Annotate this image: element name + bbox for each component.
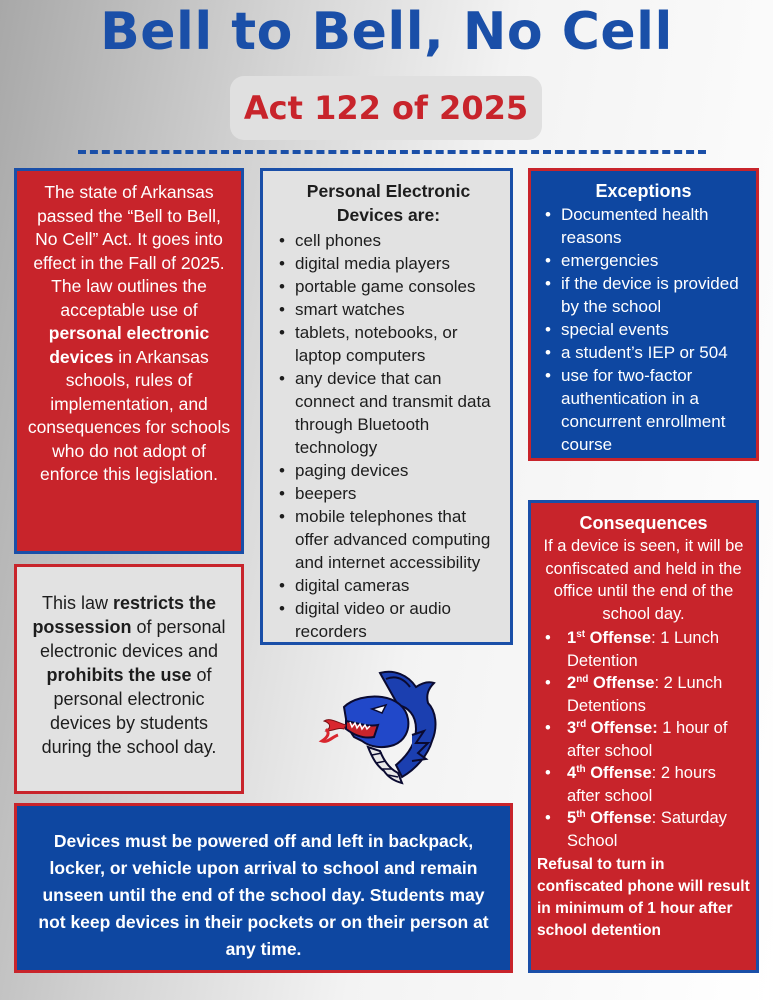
list-item: • emergencies xyxy=(541,249,746,272)
dragon-mascot-icon xyxy=(316,665,444,793)
list-item: • smart watches xyxy=(275,298,502,321)
list-item: • mobile telephones that offer advanced computing and internet accessibility xyxy=(275,505,502,574)
list-item: • tablets, notebooks, or laptop computers xyxy=(275,321,502,367)
powered-off-text: Devices must be powered off and left in backpack, locker, or vehicle upon arrival to school and remain unseen until the end of the school day. Students may not keep devices in their pockets or on their person at any time. xyxy=(38,831,489,959)
list-item: • cell phones xyxy=(275,229,502,252)
offense-number: 1 xyxy=(567,629,577,647)
offense-item xyxy=(541,627,750,672)
exceptions-heading: Exceptions xyxy=(595,181,692,201)
offense-label: Offense xyxy=(585,764,652,782)
offense-ordinal: th xyxy=(576,809,586,820)
offense-text: 1 hour of after school xyxy=(567,719,728,760)
offense-text: : Saturday School xyxy=(567,809,727,850)
offense-ordinal: rd xyxy=(576,719,587,730)
list-item: • digital video or audio recorders xyxy=(275,597,502,643)
list-item: • if the device is provided by the school xyxy=(541,272,746,318)
list-item: • paging devices xyxy=(275,459,502,482)
offense-item xyxy=(541,672,750,717)
list-item: • use for two-factor authentication in a concurrent enrollment course xyxy=(541,364,746,456)
restrict-bold-1: restricts the possession xyxy=(32,593,217,637)
offense-ordinal: st xyxy=(576,629,586,640)
list-item: • special events xyxy=(541,318,746,341)
list-item: • any device that can connect and transmit data through Bluetooth technology xyxy=(275,367,502,459)
consequences-heading: Consequences xyxy=(579,513,708,533)
offense-number: 5 xyxy=(567,809,577,827)
offense-text: : 2 hours after school xyxy=(567,764,716,805)
powered-off-box xyxy=(14,803,513,973)
page-title: Bell to Bell, No Cell xyxy=(100,2,673,62)
offense-item xyxy=(541,762,750,807)
devices-list xyxy=(275,229,502,643)
offense-number: 2 xyxy=(567,674,577,692)
list-item: • portable game consoles xyxy=(275,275,502,298)
list-item: • digital cameras xyxy=(275,574,502,597)
offense-label: Offense xyxy=(585,809,652,827)
list-item: • digital media players xyxy=(275,252,502,275)
intro-text-bold: personal electronic devices xyxy=(48,323,210,367)
dashed-divider xyxy=(78,150,706,154)
offense-label: Offense xyxy=(588,674,655,692)
intro-text-2: in Arkansas schools, rules of implementation, and consequences for schools who do not adopt of enforce this legislation. xyxy=(27,346,231,484)
offense-number: 3 xyxy=(567,719,577,737)
restrict-text-2: of personal electronic devices and xyxy=(39,617,226,661)
restrict-box xyxy=(14,564,244,794)
intro-text-1: The state of Arkansas passed the “Bell to Bell, No Cell” Act. It goes into effect in the Fall of 2025. The law outlines the acceptable use of xyxy=(33,182,225,320)
offense-label: Offense: xyxy=(586,719,658,737)
devices-box xyxy=(260,168,513,645)
list-item: • a student’s IEP or 504 xyxy=(541,341,746,364)
offense-ordinal: th xyxy=(576,764,586,775)
intro-box xyxy=(14,168,244,554)
act-subtitle: Act 122 of 2025 xyxy=(230,76,542,140)
offense-ordinal: nd xyxy=(576,674,589,685)
restrict-text-1: This law xyxy=(41,593,113,613)
list-item: • beepers xyxy=(275,482,502,505)
offense-list xyxy=(537,627,750,852)
restrict-bold-2: prohibits the use xyxy=(46,665,192,685)
offense-item xyxy=(541,807,750,852)
consequences-lead: If a device is seen, it will be confiscated and held in the office until the end of the school day. xyxy=(543,537,744,623)
consequences-box xyxy=(528,500,759,973)
offense-text: : 2 Lunch Detentions xyxy=(567,674,723,715)
offense-number: 4 xyxy=(567,764,577,782)
exceptions-list xyxy=(541,203,746,456)
offense-label: Offense xyxy=(585,629,652,647)
restrict-text-3: of personal electronic devices by students during the school day. xyxy=(41,665,217,757)
offense-item xyxy=(541,717,750,762)
devices-heading: Personal Electronic Devices are: xyxy=(306,181,471,225)
offense-text: : 1 Lunch Detention xyxy=(567,629,720,670)
list-item: • Documented health reasons xyxy=(541,203,746,249)
exceptions-box xyxy=(528,168,759,461)
refusal-note: Refusal to turn in confiscated phone will result in minimum of 1 hour after school detention xyxy=(537,856,750,939)
